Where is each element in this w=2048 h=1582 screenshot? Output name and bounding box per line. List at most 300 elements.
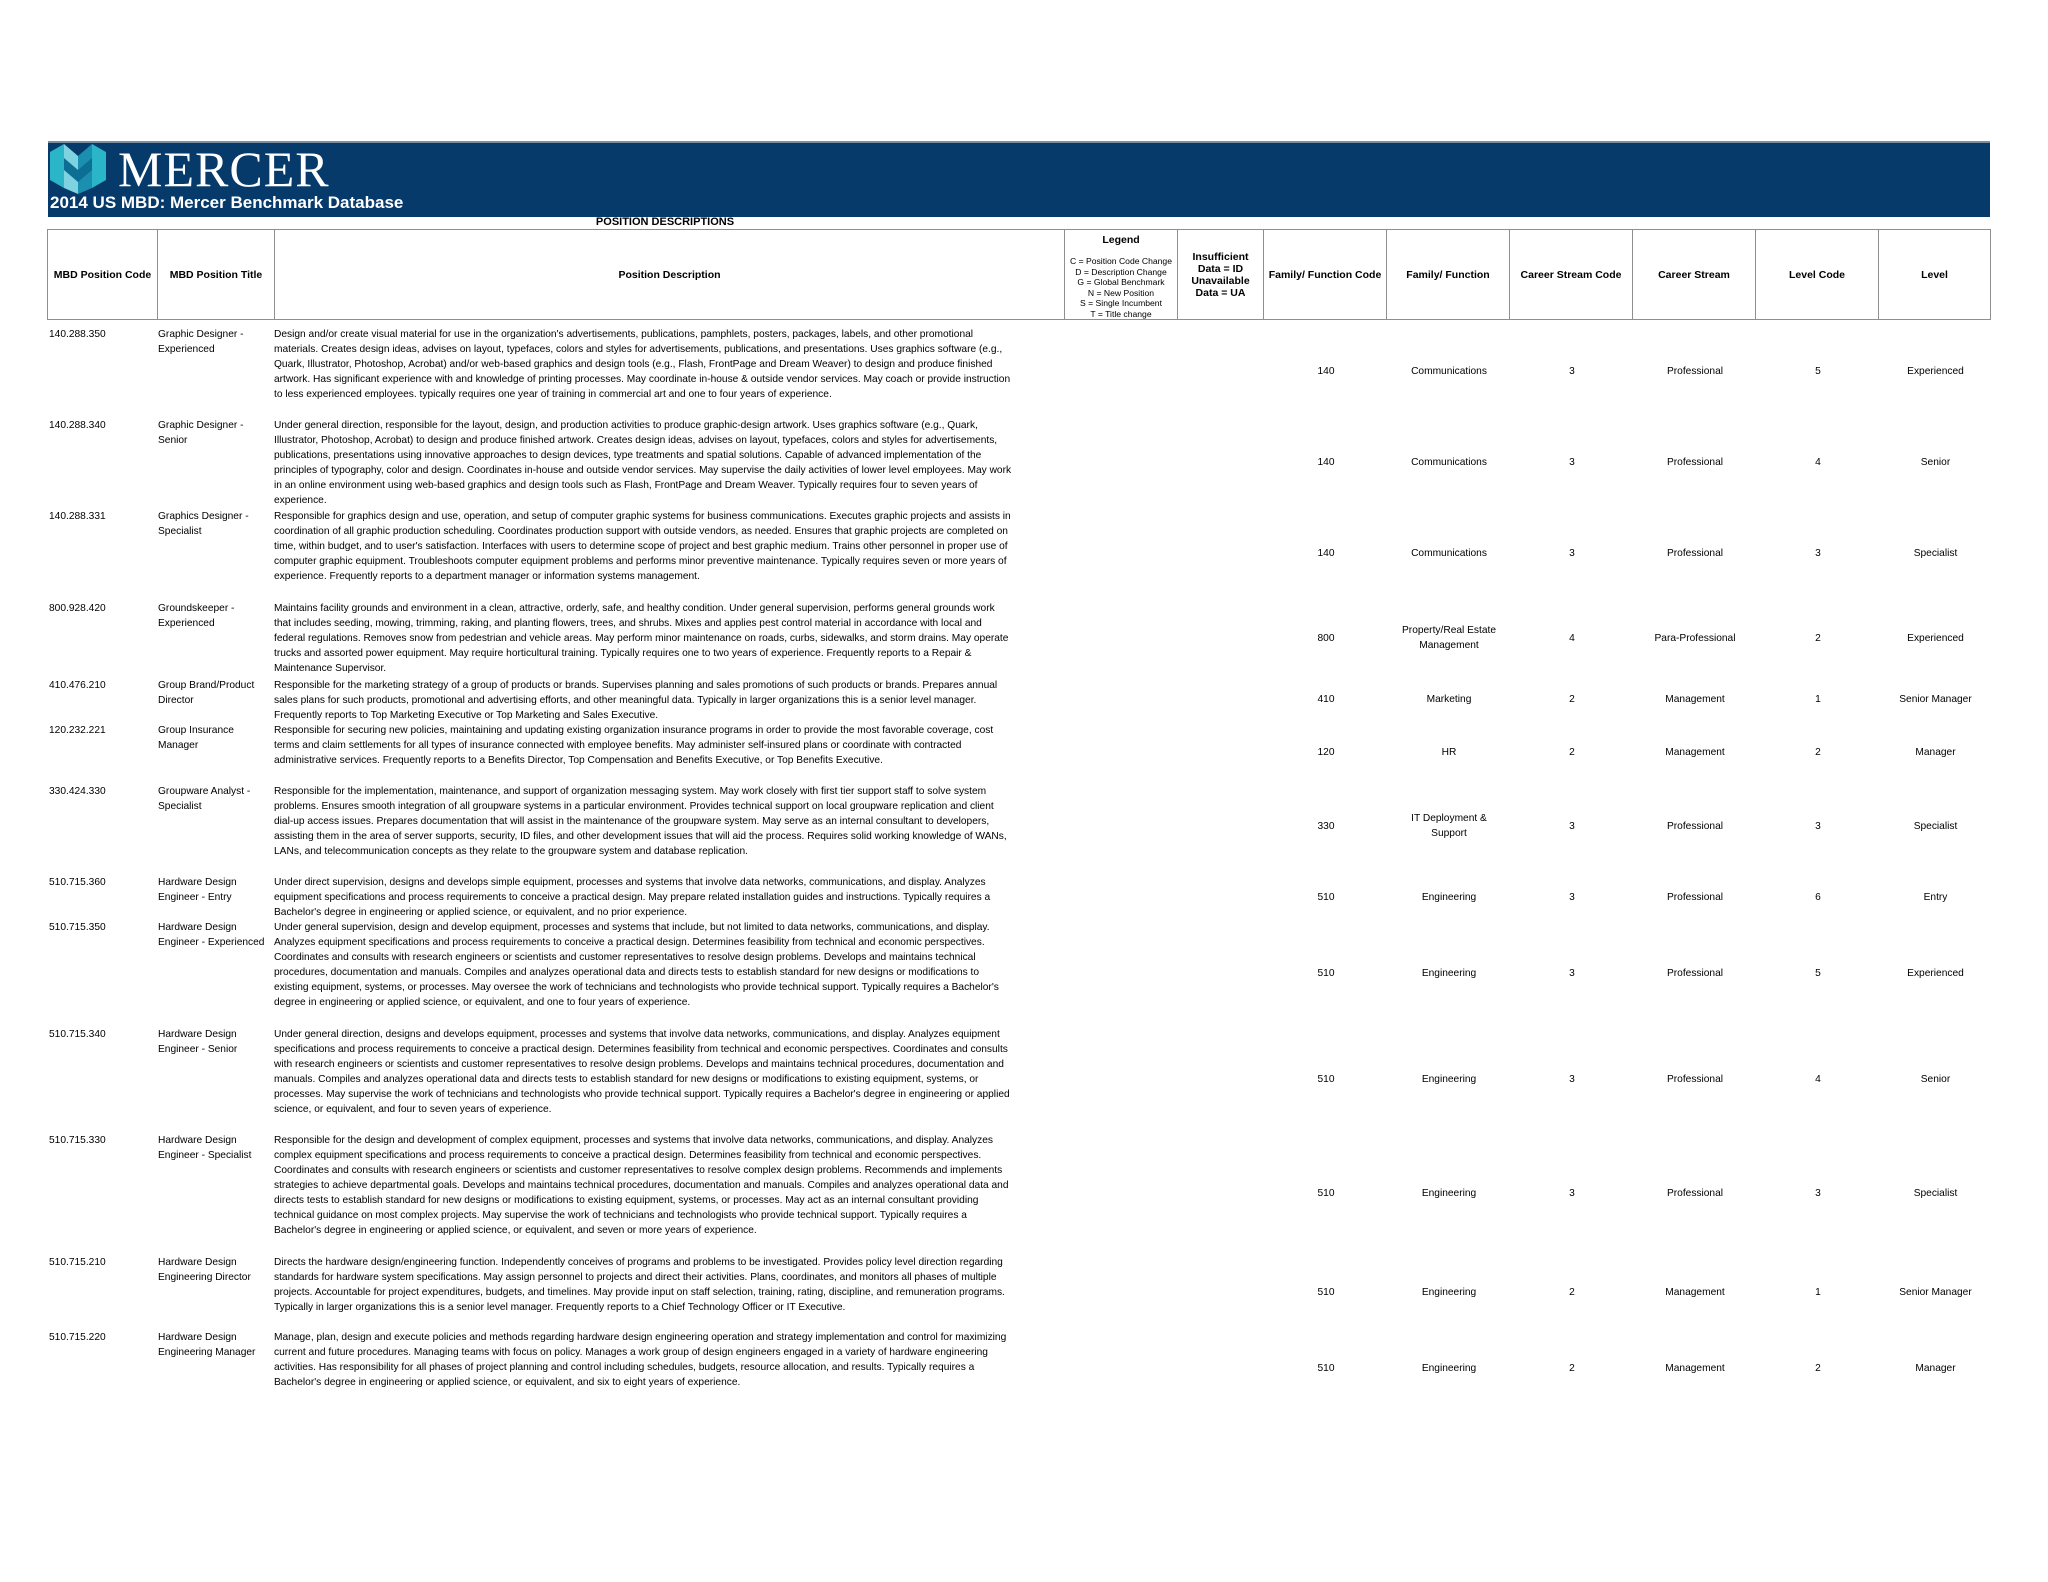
level-value: Experienced: [1907, 632, 1964, 644]
family-code: [1264, 455, 1388, 470]
col-header-level-label: Level: [1921, 268, 1948, 281]
family: [1387, 1285, 1511, 1300]
family-code: [1264, 631, 1388, 646]
stream-code-value: 3: [1569, 1073, 1575, 1085]
position-description: [274, 920, 1064, 1010]
position-title-line: Graphic Designer -: [158, 329, 244, 340]
level-value: Manager: [1915, 746, 1956, 758]
level: [1879, 364, 1992, 379]
family-code: [1264, 1072, 1388, 1087]
family-value: Engineering: [1421, 1286, 1477, 1298]
description-line: experience. Frequently reports to a department manager or information systems management.: [274, 571, 700, 582]
stream-value: Professional: [1666, 820, 1724, 832]
col-header-stream-label: Career Stream: [1658, 268, 1730, 281]
stream-code: [1510, 546, 1634, 561]
stream-value: Professional: [1666, 1187, 1724, 1199]
level-code-value: 3: [1815, 1187, 1821, 1199]
level-code: [1756, 1186, 1880, 1201]
description-line: Typically in larger organizations this is a senior level manager. Frequently reports to a Chief Technology Officer or IT Executive.: [274, 1302, 846, 1313]
description-line: Coordinates and consults with research engineers or scientists and customer representatives to resolve design problems. Develops and maintains technical: [274, 952, 976, 963]
stream-code: [1510, 966, 1634, 981]
position-title-line: Engineer - Senior: [158, 1044, 238, 1055]
family: [1387, 966, 1511, 981]
position-code: 140.288.350: [49, 329, 106, 340]
family-code: [1264, 966, 1388, 981]
family-code-value: 410: [1317, 693, 1335, 705]
level-value: Senior: [1920, 1073, 1951, 1085]
position-code: 410.476.210: [49, 680, 106, 691]
position-code: 510.715.350: [49, 922, 106, 933]
level: [1879, 455, 1992, 470]
level: [1879, 966, 1992, 981]
insufficient-line: Data = UA: [1195, 286, 1246, 299]
position-title-line: Groupware Analyst -: [158, 786, 251, 797]
col-header-stream: [1632, 229, 1756, 320]
stream-code: [1510, 1361, 1634, 1376]
stream-value: Management: [1665, 693, 1725, 705]
position-code: 330.424.330: [49, 786, 106, 797]
level-code: [1756, 692, 1880, 707]
family-value: Management: [1419, 640, 1479, 651]
family-code-value: 510: [1317, 1362, 1335, 1374]
description-line: problems. Ensures smooth integration of all groupware systems in a particular environment. Provides technical support on local groupware replication and client: [274, 801, 994, 812]
description-line: Responsible for the design and development of complex equipment, processes and systems that involve data networks, communications, and display. Analyzes: [274, 1135, 993, 1146]
description-line: Under general supervision, design and develop equipment, processes and systems that include, but not limited to data networks, communications, and display.: [274, 922, 990, 933]
description-line: Under general direction, responsible for the layout, design, and production activities to produce graphic-design artwork. Uses graphics software (e.g., Quark,: [274, 420, 978, 431]
family: [1387, 745, 1511, 760]
position-title-line: Engineering Director: [158, 1272, 251, 1283]
description-line: principles of typography, color and design. Coordinates in-house and outside vendor services. May supervise the daily activities of lower level employees. May work: [274, 465, 1012, 476]
position-title: [158, 1255, 276, 1285]
position-code: 510.715.210: [49, 1257, 106, 1268]
col-header-stream-code-label: Career Stream Code: [1520, 268, 1622, 281]
family-value: HR: [1441, 746, 1457, 758]
description-line: Coordinates and consults with research engineers or scientists and customer representatives to resolve complex design problems. Recommends and implements: [274, 1165, 1003, 1176]
legend-line: G = Global Benchmark: [1077, 277, 1165, 287]
family-value: Communications: [1411, 365, 1487, 377]
stream: [1633, 455, 1757, 470]
description-line: publications, presentations using innovative approaches to design devices, type treatments and spatial solutions. Capable of advanced implementation of the: [274, 450, 982, 461]
family-code-value: 120: [1317, 746, 1335, 758]
family: [1387, 1072, 1511, 1087]
description-line: computer graphic equipment. Troubleshoots computer equipment problems and performs minor preventive maintenance. Typically requires seven or more years of: [274, 556, 1007, 567]
level: [1879, 745, 1992, 760]
stream: [1633, 1285, 1757, 1300]
stream: [1633, 364, 1757, 379]
family-value: Engineering: [1421, 1073, 1477, 1085]
level: [1879, 546, 1992, 561]
level-value: Specialist: [1913, 547, 1958, 559]
description-line: Design and/or create visual material for use in the organization's advertisements, publications, pamphlets, posters, packages, labels, and other promotional: [274, 329, 974, 340]
description-line: processes. May supervise the work of technicians and technologists who provide technical support. Typically requires a Bachelor's degree in engineering or applied: [274, 1089, 1010, 1100]
stream-value: Professional: [1666, 547, 1724, 559]
family: [1387, 811, 1511, 841]
position-code: 120.232.221: [49, 725, 106, 736]
stream: [1633, 1186, 1757, 1201]
insufficient-line: Unavailable: [1191, 274, 1250, 287]
description-line: Responsible for the marketing strategy of a group of products or brands. Supervises planning and sales promotions of such products or brands. Prepares annual: [274, 680, 998, 691]
family: [1387, 1361, 1511, 1376]
col-header-family-code: [1263, 229, 1387, 320]
family-code-value: 510: [1317, 891, 1335, 903]
position-code: 800.928.420: [49, 603, 106, 614]
level-value: Senior Manager: [1899, 1286, 1972, 1298]
description-line: Bachelor's degree in engineering or applied science, or equivalent, and six to eight years of experience.: [274, 1377, 741, 1388]
level-code: [1756, 455, 1880, 470]
level-code-value: 2: [1815, 1362, 1821, 1374]
description-line: Manage, plan, design and execute policies and methods regarding hardware design engineering operation and strategy implementation and control for maximizing: [274, 1332, 1007, 1343]
family: [1387, 546, 1511, 561]
description-line: directs tests to establish standard for new designs or modifications to existing equipment, systems, or processes. May act as an internal consultant providing: [274, 1195, 979, 1206]
stream-code: [1510, 455, 1634, 470]
family-code: [1264, 1186, 1388, 1201]
level: [1879, 1072, 1992, 1087]
description-line: activities. Has responsibility for all phases of project planning and control including schedules, budgets, resource allocation, and results. Typically requires a: [274, 1362, 975, 1373]
description-line: Responsible for the implementation, maintenance, and support of organization messaging system. May work closely with first tier support staff to solve system: [274, 786, 987, 797]
description-line: to less experienced employees. typically requires one year of training in commercial art and one to four years of experience.: [274, 389, 832, 400]
family-code: [1264, 692, 1388, 707]
position-description: [274, 418, 1064, 508]
position-title: [158, 601, 276, 631]
stream: [1633, 745, 1757, 760]
family-code-value: 510: [1317, 1286, 1335, 1298]
description-line: artwork. Has significant experience with and knowledge of printing processes. May coordinate in-house & outside vendor services. May coach or provide instruction: [274, 374, 1011, 385]
level-code-value: 4: [1815, 1073, 1821, 1085]
col-header-level-code: [1755, 229, 1879, 320]
col-header-title-label: MBD Position Title: [169, 268, 263, 281]
stream-code-value: 3: [1569, 967, 1575, 979]
position-title: [158, 509, 276, 539]
position-title-line: Experienced: [158, 618, 215, 629]
description-line: Maintenance Supervisor.: [274, 663, 387, 674]
mercer-logo-icon: [50, 144, 106, 194]
position-title-line: Specialist: [158, 526, 202, 537]
stream-code-value: 2: [1569, 693, 1575, 705]
level: [1879, 631, 1992, 646]
position-description: [274, 784, 1064, 859]
legend-line: S = Single Incumbent: [1080, 298, 1162, 308]
position-code: 140.288.331: [49, 511, 106, 522]
col-header-level: [1878, 229, 1991, 320]
description-line: materials. Creates design ideas, advises on layout, typefaces, colors and styles for advertisements, publications, and presentations. Uses graphics software (e.g.,: [274, 344, 1003, 355]
family-value: Communications: [1411, 456, 1487, 468]
stream-code-value: 3: [1569, 365, 1575, 377]
family: [1387, 890, 1511, 905]
level-code: [1756, 1072, 1880, 1087]
col-header-title: [157, 229, 275, 320]
description-line: sales plans for such products, promotional and advertising efforts, and other meaningful data. Typically in larger organizations this is a senior level manager.: [274, 695, 977, 706]
position-description: [274, 601, 1064, 676]
family-code-value: 330: [1317, 820, 1335, 832]
description-line: equipment specifications and process requirements to conceive a practical design. May prepare related installation guides and instructions. Typically requires a: [274, 892, 991, 903]
level-code-value: 4: [1815, 456, 1821, 468]
level-code: [1756, 1285, 1880, 1300]
stream-code: [1510, 631, 1634, 646]
description-line: coordination of all graphic production scheduling. Coordinates production support with outside vendors, as needed. Ensures that graphic projects are completed on: [274, 526, 1008, 537]
description-line: technical guidance on most complex projects. May supervise the work of technicians and technologists who provide technical support. Typically requires a: [274, 1210, 967, 1221]
family: [1387, 623, 1511, 653]
level: [1879, 1186, 1992, 1201]
stream-value: Professional: [1666, 1073, 1724, 1085]
stream-value: Management: [1665, 1362, 1725, 1374]
mercer-logo: [50, 141, 330, 197]
level: [1879, 819, 1992, 834]
position-title-line: Specialist: [158, 801, 202, 812]
stream-value: Professional: [1666, 456, 1724, 468]
description-line: science, or equivalent, and four to seven years of experience.: [274, 1104, 552, 1115]
level-code: [1756, 1361, 1880, 1376]
family-code-value: 800: [1317, 632, 1335, 644]
level-code-value: 1: [1815, 693, 1821, 705]
family-value: Engineering: [1421, 967, 1477, 979]
position-description: [274, 1133, 1064, 1238]
stream-value: Professional: [1666, 365, 1724, 377]
col-header-family-code-label: Family/ Function Code: [1268, 268, 1382, 281]
description-line: time, within budget, and to user's satisfaction. Interfaces with users to determine scope of project and best graphic medium. Trains other personnel in proper use of: [274, 541, 1008, 552]
stream-value: Professional: [1666, 891, 1724, 903]
position-code: 510.715.220: [49, 1332, 106, 1343]
family-value: Engineering: [1421, 1362, 1477, 1374]
description-line: federal regulations. Removes snow from pedestrian and vehicle areas. May perform minor maintenance on roads, curbs, sidewalks, and storm drains. May operate: [274, 633, 1009, 644]
level-value: Manager: [1915, 1362, 1956, 1374]
family-code-value: 140: [1317, 456, 1335, 468]
level-value: Specialist: [1913, 1187, 1958, 1199]
family-value: Engineering: [1421, 1187, 1477, 1199]
family-code-value: 510: [1317, 967, 1335, 979]
level-code: [1756, 546, 1880, 561]
table-header: [47, 229, 1991, 322]
family-value: Support: [1431, 828, 1467, 839]
stream-value: Professional: [1666, 967, 1724, 979]
family: [1387, 455, 1511, 470]
col-header-family-label: Family/ Function: [1406, 268, 1490, 281]
col-header-code: [47, 229, 158, 320]
level-code-value: 6: [1815, 891, 1821, 903]
description-line: existing equipment, systems, or processes. May oversee the work of technicians and technologists who provide technical support. Typically requires a Bachelor's: [274, 982, 999, 993]
position-description: [274, 1330, 1064, 1390]
description-line: degree in engineering or applied science, or equivalent, and one to four years of experience.: [274, 997, 691, 1008]
description-line: current and future procedures. Managing teams with focus on policy. Manages a work group of design engineers engaged in a variety of hardware engineering: [274, 1347, 988, 1358]
level-code-value: 5: [1815, 365, 1821, 377]
section-title: POSITION DESCRIPTIONS: [595, 216, 735, 228]
description-line: terms and claim settlements for all types of insurance connected with employee benefits. May administer self-insured plans or coordinate with contracted: [274, 740, 962, 751]
position-title: [158, 1133, 276, 1163]
position-title: [158, 418, 276, 448]
stream: [1633, 966, 1757, 981]
description-line: projects. Accountable for project expenditures, budgets, and timelines. May provide input on staff selection, training, rating, discipline, and remuneration programs.: [274, 1287, 1005, 1298]
description-line: experience.: [274, 495, 327, 506]
level-code-value: 5: [1815, 967, 1821, 979]
level-value: Specialist: [1913, 820, 1958, 832]
insufficient-line: Data = ID: [1197, 262, 1244, 275]
legend-line: C = Position Code Change: [1070, 256, 1172, 266]
position-title: [158, 1330, 276, 1360]
stream-code-value: 2: [1569, 1286, 1575, 1298]
description-line: Under general direction, designs and develops equipment, processes and systems that involve data networks, communications, and display. Analyzes equipment: [274, 1029, 1000, 1040]
stream: [1633, 631, 1757, 646]
stream-code-value: 3: [1569, 891, 1575, 903]
description-line: Under direct supervision, designs and develops simple equipment, processes and systems that involve data networks, communications, and display. Analyzes: [274, 877, 986, 888]
col-header-code-label: MBD Position Code: [53, 268, 152, 281]
stream-code-value: 4: [1569, 632, 1575, 644]
description-line: with research engineers or scientists and customer representatives to resolve design problems. Develops and maintains technical procedures, documentation and: [274, 1059, 1004, 1070]
position-title: [158, 920, 276, 950]
position-title-line: Groundskeeper -: [158, 603, 235, 614]
description-line: strategies to achieve departmental goals. Develops and maintains technical procedures, documentation and manuals. Compiles and analyzes operational data and: [274, 1180, 1009, 1191]
level-value: Experienced: [1907, 967, 1964, 979]
description-line: manuals. Compiles and analyzes operational data and directs tests to establish standard for new designs or modifications to existing equipment, systems, or: [274, 1074, 979, 1085]
position-title: [158, 678, 276, 708]
description-line: specifications and process requirements to conceive a practical design. Determines feasibility from technical and economic perspectives. Coordinates and consults: [274, 1044, 1008, 1055]
level-code: [1756, 745, 1880, 760]
position-title-line: Experienced: [158, 344, 215, 355]
col-header-family: [1386, 229, 1510, 320]
position-code: 510.715.330: [49, 1135, 106, 1146]
level-code-value: 3: [1815, 547, 1821, 559]
family-code: [1264, 546, 1388, 561]
stream: [1633, 1072, 1757, 1087]
family: [1387, 1186, 1511, 1201]
position-title-line: Hardware Design: [158, 922, 237, 933]
family: [1387, 364, 1511, 379]
position-title-line: Hardware Design: [158, 1029, 237, 1040]
level-code-value: 2: [1815, 632, 1821, 644]
stream-value: Para-Professional: [1654, 632, 1736, 644]
stream: [1633, 890, 1757, 905]
family-code: [1264, 364, 1388, 379]
family-code: [1264, 1361, 1388, 1376]
stream-code: [1510, 1285, 1634, 1300]
position-description: [274, 327, 1064, 402]
description-line: standards for hardware system specifications. May assign personnel to projects and direct their activities. Plans, coordinates, and monitors all phases of multiple: [274, 1272, 997, 1283]
position-title: [158, 784, 276, 814]
position-description: [274, 723, 1064, 768]
position-title-line: Senior: [158, 435, 188, 446]
description-line: Directs the hardware design/engineering function. Independently conceives of programs and problems to be investigated. Provides policy level direction regarding: [274, 1257, 1003, 1268]
position-title-line: Engineer - Experienced: [158, 937, 265, 948]
position-code: 510.715.360: [49, 877, 106, 888]
position-code: 140.288.340: [49, 420, 106, 431]
stream-code-value: 3: [1569, 820, 1575, 832]
family-value: Property/Real Estate: [1402, 625, 1496, 636]
stream-code: [1510, 745, 1634, 760]
description-line: that includes seeding, mowing, trimming, raking, and planting flowers, trees, and shrubs. Mixes and applies pest control material in accordance with local and: [274, 618, 982, 629]
stream-code-value: 3: [1569, 456, 1575, 468]
position-title-line: Engineer - Entry: [158, 892, 232, 903]
stream-code-value: 2: [1569, 1362, 1575, 1374]
description-line: complex equipment specifications and process requirements to conceive a practical design. Determines feasibility from technical and economic perspectives.: [274, 1150, 982, 1161]
stream-value: Management: [1665, 746, 1725, 758]
level: [1879, 890, 1992, 905]
stream-code: [1510, 692, 1634, 707]
col-header-insufficient: [1177, 229, 1264, 320]
description-line: procedures, documentation and manuals. Compiles and analyzes operational data and directs tests to establish standard for new designs or modifications to: [274, 967, 980, 978]
family-code: [1264, 1285, 1388, 1300]
family-code: [1264, 819, 1388, 834]
family-value: IT Deployment &: [1411, 813, 1487, 824]
position-title-line: Director: [158, 695, 194, 706]
level-code: [1756, 819, 1880, 834]
stream-value: Management: [1665, 1286, 1725, 1298]
stream-code: [1510, 364, 1634, 379]
logo-text: MERCER: [118, 141, 330, 197]
database-title: 2014 US MBD: Mercer Benchmark Database: [50, 193, 404, 212]
position-description: [274, 509, 1064, 584]
stream: [1633, 546, 1757, 561]
level-value: Senior Manager: [1899, 693, 1972, 705]
position-description: [274, 875, 1064, 920]
stream: [1633, 1361, 1757, 1376]
description-line: Analyzes equipment specifications and process requirements to conceive a practical design. Determines feasibility from technical and economic perspectives.: [274, 937, 985, 948]
col-header-level-code-label: Level Code: [1788, 268, 1846, 281]
stream-code: [1510, 890, 1634, 905]
stream: [1633, 819, 1757, 834]
insufficient-line: Insufficient: [1192, 250, 1249, 263]
col-header-description: [274, 229, 1065, 320]
col-header-legend: [1064, 229, 1178, 320]
description-line: LANs, and telecommunication concepts as they relate to the groupware system and database replication.: [274, 846, 748, 857]
level-code: [1756, 966, 1880, 981]
legend-title: Legend: [1102, 234, 1140, 246]
stream-code-value: 3: [1569, 547, 1575, 559]
family-value: Communications: [1411, 547, 1487, 559]
family-code-value: 140: [1317, 365, 1335, 377]
legend-line: N = New Position: [1087, 287, 1155, 298]
col-header-description-label: Position Description: [618, 268, 721, 281]
description-line: Responsible for securing new policies, maintaining and updating existing organization insurance programs in order to provide the most favorable coverage, cost: [274, 725, 994, 736]
position-title-line: Hardware Design: [158, 877, 237, 888]
description-line: Frequently reports to Top Marketing Executive or Top Marketing and Sales Executive.: [274, 710, 659, 721]
stream-code-value: 2: [1569, 746, 1575, 758]
description-line: Maintains facility grounds and environment in a clean, attractive, orderly, safe, and healthy condition. Under general supervision, performs general grounds work: [274, 603, 995, 614]
position-title-line: Graphics Designer -: [158, 511, 249, 522]
description-line: administrative services. Frequently reports to a Benefits Director, Top Compensation and Benefits Executive, or Top Benefits Executive.: [274, 755, 883, 766]
description-line: trucks and assorted power equipment. May require horticultural training. Typically requires one to two years of experience. Frequently reports to a Repair &: [274, 648, 972, 659]
level-code-value: 2: [1815, 746, 1821, 758]
position-title: [158, 875, 276, 905]
level: [1879, 1361, 1992, 1376]
position-title-line: Engineer - Specialist: [158, 1150, 252, 1161]
level: [1879, 1285, 1992, 1300]
position-title-line: Group Insurance: [158, 725, 234, 736]
level-value: Senior: [1920, 456, 1951, 468]
position-title-line: Engineering Manager: [158, 1347, 256, 1358]
position-title-line: Manager: [158, 740, 199, 751]
position-title-line: Hardware Design: [158, 1135, 237, 1146]
position-title-line: Hardware Design: [158, 1257, 237, 1268]
stream: [1633, 692, 1757, 707]
position-description: [274, 1255, 1064, 1315]
family: [1387, 692, 1511, 707]
family-value: Engineering: [1421, 891, 1477, 903]
stream-code: [1510, 1072, 1634, 1087]
legend-line: D = Description Change: [1075, 266, 1167, 277]
position-code: 510.715.340: [49, 1029, 106, 1040]
col-header-stream-code: [1509, 229, 1633, 320]
position-title-line: Hardware Design: [158, 1332, 237, 1343]
level-code-value: 1: [1815, 1286, 1821, 1298]
level-code: [1756, 364, 1880, 379]
position-title: [158, 1027, 276, 1057]
stream-code-value: 3: [1569, 1187, 1575, 1199]
position-title: [158, 723, 276, 753]
position-description: [274, 678, 1064, 723]
position-description: [274, 1027, 1064, 1117]
legend-line: T = Title change: [1090, 308, 1152, 319]
description-line: Bachelor's degree in engineering or applied science, or equivalent, and no prior experience.: [274, 907, 688, 918]
level-code: [1756, 631, 1880, 646]
family-value: Marketing: [1426, 693, 1472, 705]
